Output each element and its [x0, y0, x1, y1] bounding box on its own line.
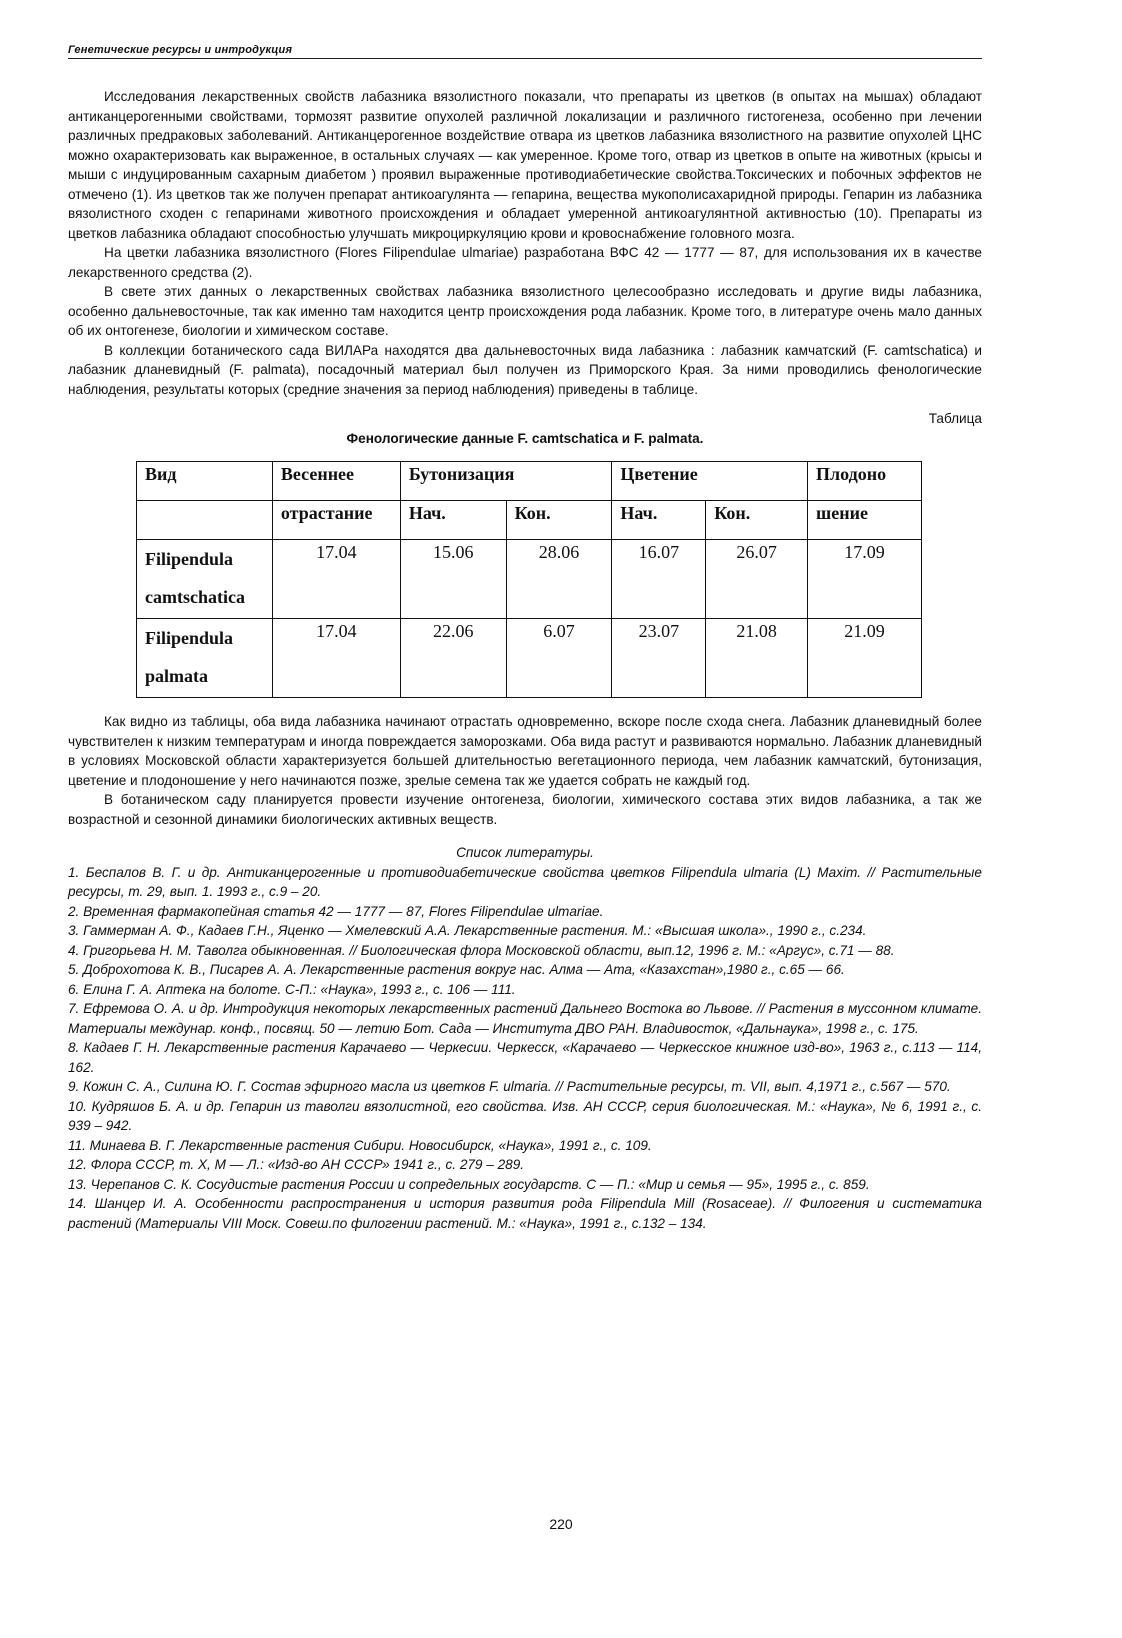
species-genus: Filipendula: [145, 628, 234, 648]
spring-cell: 17.04: [272, 540, 400, 619]
table-row: [137, 619, 922, 698]
body-text-before-table: [68, 87, 982, 399]
flow-start-cell: 23.07: [612, 619, 706, 698]
reference-item: 5. Доброхотова К. В., Писарев А. А. Лекарственные растения вокруг нас. Алма — Ата, «Казахстан»,1980 г., с.65 — 66.: [68, 962, 845, 977]
spring-cell: 17.04: [272, 619, 400, 698]
body-text-after-table: [68, 712, 982, 829]
header-spring-2: отрастание: [272, 501, 400, 540]
paragraph: На цветки лабазника вязолистного (Flores Filipendulae ulmariae) разработана ВФС 42 — 1777 — 87, для использования их в качестве лекарственного средства (2).: [68, 245, 982, 280]
flow-start-cell: 16.07: [612, 540, 706, 619]
species-cell: [137, 540, 273, 619]
reference-item: 1. Беспалов В. Г. и др. Антиканцерогенные и противодиабетические свойства цветков Filipendula ulmaria (L) Maxim. // Растительные ресурсы, т. 29, вып. 1. 1993 г., с.9 – 20.: [68, 864, 982, 899]
reference-item: 9. Кожин С. А., Силина Ю. Г. Состав эфирного масла из цветков F. ulmaria. // Растительные ресурсы, т. VII, вып. 4,1971 г., с.567 — 570.: [68, 1079, 951, 1094]
reference-item: 2. Временная фармакопейная статья 42 — 1777 — 87, Flores Filipendulae ulmariae.: [68, 903, 604, 919]
reference-item: 13. Черепанов С. К. Сосудистые растения России и сопредельных государств. С — П.: «Мир и семья — 95», 1995 г., с. 859.: [68, 1176, 870, 1192]
reference-item: 6. Елина Г. А. Аптека на болоте. С-П.: «Наука», 1993 г., с. 106 — 111.: [68, 981, 516, 997]
paragraph: Как видно из таблицы, оба вида лабазника начинают отрастать одновременно, вскоре после схода снега. Лабазник дланевидный более чувствителен к низким температурам и иногда повреждается заморозками. Оба вида растут и развиваются нормально. Лабазник дланевидный в условиях Московской области характеризуется большей длительностью вегетационного периода, чем лабазник камчатский, бутонизация, цветение и плодоношение у него начинаются позже, зрелые семена так же удается собрать не каждый год.: [68, 714, 982, 788]
bud-end-cell: 6.07: [506, 619, 612, 698]
paragraph: В коллекции ботанического сада ВИЛАРа находятся два дальневосточных вида лабазника : лабазник камчатский (F. camtschatica) и лабазник дланевидный (F. palmata), посадочный материал был получен из Приморского Края. За ними проводились фенологические наблюдения, результаты которых (средние значения за период наблюдения) приведены в таблице.: [68, 342, 982, 397]
reference-item: 7. Ефремова О. А. и др. Интродукция некоторых лекарственных растений Дальнего Востока во Львове. // Растения в муссонном климате. Материалы междунар. конф., посвящ. 50 — летию Бот. Сада — Института ДВО РАН. Владивосток, «Дальнаука», 1998 г., с. 175.: [68, 1001, 982, 1036]
header-spring-1: Весеннее: [272, 462, 400, 501]
page: [68, 44, 982, 1233]
reference-item: 12. Флора СССР, т. X, М — Л.: «Изд-во АН СССР» 1941 г., с. 279 – 289.: [68, 1157, 525, 1172]
paragraph: В ботаническом саду планируется провести изучение онтогенеза, биологии, химического состава этих видов лабазника, а так же возрастной и сезонной динамики биологических активных веществ.: [68, 792, 982, 827]
reference-item: 8. Кадаев Г. Н. Лекарственные растения Карачаево — Черкесии. Черкесск, «Карачаево — Черкесское книжное изд-во», 1963 г., с.113 — 114, 162.: [68, 1040, 982, 1075]
table-row: [137, 540, 922, 619]
header-fruiting-1: Плодоно: [808, 462, 922, 501]
references-title: Список литературы.: [456, 845, 594, 860]
paragraph: В свете этих данных о лекарственных свойствах лабазника вязолистного целесообразно исследовать и другие виды лабазника, особенно дальневосточные, так как именно там находится центр происхождения рода лабазник. Кроме того, в литературе очень мало данных об их онтогенезе, биологии и химическом составе.: [68, 284, 982, 338]
header-species: Вид: [137, 462, 273, 501]
phenology-table: [136, 461, 922, 698]
species-epithet: camtschatica: [145, 587, 245, 607]
species-cell: [137, 619, 273, 698]
flow-end-cell: 26.07: [706, 540, 808, 619]
header-flow-start: Нач.: [612, 501, 706, 540]
species-genus: Filipendula: [145, 549, 234, 569]
table-title: Фенологические данные F. camtschatica и F. palmata.: [346, 430, 704, 446]
header-bud-start: Нач.: [400, 501, 506, 540]
page-number: 220: [549, 1516, 573, 1532]
header-budding: Бутонизация: [400, 462, 612, 501]
table-header-row-1: [137, 462, 922, 501]
bud-start-cell: 15.06: [400, 540, 506, 619]
bud-end-cell: 28.06: [506, 540, 612, 619]
header-flowering: Цветение: [612, 462, 808, 501]
reference-item: 3. Гаммерман А. Ф., Кадаев Г.Н., Яценко — Хмелевский А.А. Лекарственные растения. М.: «Высшая школа»., 1990 г., с.234.: [68, 923, 867, 938]
references-list: [68, 863, 982, 1234]
table-label: Таблица: [928, 411, 982, 426]
bud-start-cell: 22.06: [400, 619, 506, 698]
header-bud-end: Кон.: [506, 501, 612, 540]
reference-item: 10. Кудряшов Б. А. и др. Гепарин из таволги вязолистной, его свойства. Изв. АН СССР, серия биологическая. М.: «Наука», № 6, 1991 г., с. 939 – 942.: [68, 1098, 982, 1133]
flow-end-cell: 21.08: [706, 619, 808, 698]
paragraph: Исследования лекарственных свойств лабазника вязолистного показали, что препараты из цветков (в опытах на мышах) обладают антиканцерогенными свойствами, тормозят развитие опухолей различной локализации и различного гистогенеза, особенно при лечении различных предраковых заболеваний. Антиканцерогенное воздействие отвара из цветков лабазника вязолистного на развитие опухолей ЦНС можно охарактеризовать как выраженное, в остальных случаях — как умеренное. Кроме того, отвар из цветков в опыте на животных (крысы и мыши с индуцированным сахарным диабетом ) проявил выраженные противодиабетические свойства.Токсических и побочных эффектов не отмечено (1). Из цветков так же получен препарат антикоагулянта — гепарина, вещества мукополисахаридной природы. Гепарин из лабазника вязолистного сходен с гепаринами животного происхождения и обладает умеренной антикоагулянтной активностью (10). Препараты из цветков лабазника обладают способностью улучшать микроциркуляцию крови и кровоснабжение головного мозга.: [68, 89, 982, 241]
fruit-cell: 21.09: [808, 619, 922, 698]
table-header-row-2: [137, 501, 922, 540]
species-epithet: palmata: [145, 666, 208, 686]
header-species-cont: [137, 501, 273, 540]
reference-item: 4. Григорьева Н. М. Таволга обыкновенная. // Биологическая флора Московской области, вып.12, 1996 г. М.: «Аргус», с.71 — 88.: [68, 942, 895, 958]
header-fruiting-2: шение: [808, 501, 922, 540]
running-head: Генетические ресурсы и интродукция: [68, 44, 982, 59]
reference-item: 14. Шанцер И. А. Особенности распространения и история развития рода Filipendula Mill (Rosaceae). // Филогения и систематика растений (Материалы VIII Моск. Совеш.по филогении растений. М.: «Наука», 1991 г., с.132 – 134.: [68, 1196, 982, 1231]
header-flow-end: Кон.: [706, 501, 808, 540]
reference-item: 11. Минаева В. Г. Лекарственные растения Сибири. Новосибирск, «Наука», 1991 г., с. 109.: [68, 1137, 652, 1153]
fruit-cell: 17.09: [808, 540, 922, 619]
